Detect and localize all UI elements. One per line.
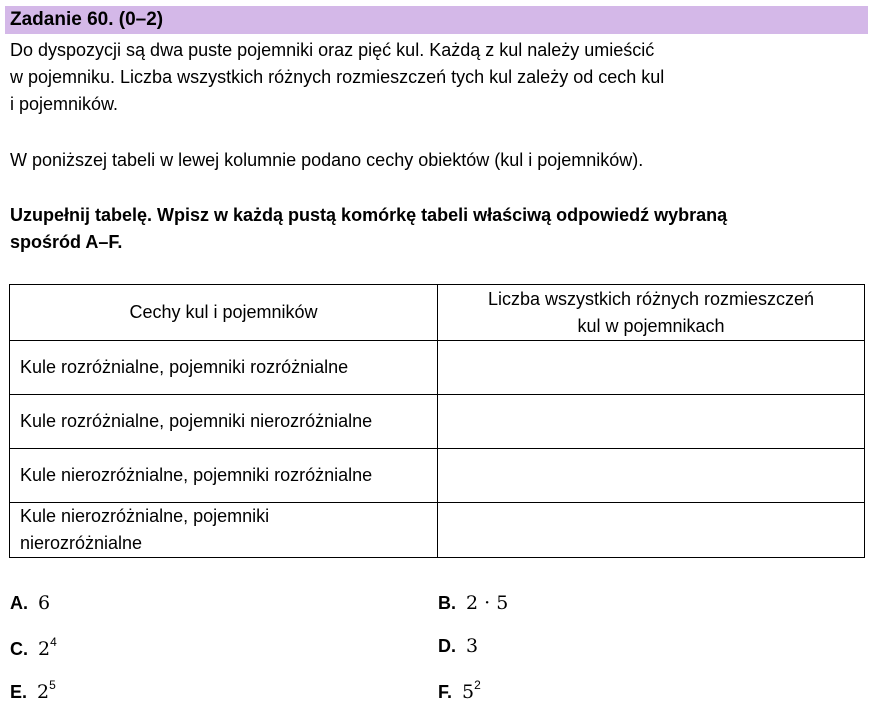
feature-cell: Kule rozróżnialne, pojemniki rozróżnialne	[10, 341, 438, 395]
option-label: F.	[438, 682, 453, 702]
option-value: 2 · 5	[466, 592, 509, 614]
option-label: D.	[438, 636, 456, 656]
feature-line: nierozróżnialne	[20, 533, 143, 553]
table-row	[10, 395, 865, 449]
option-c	[10, 635, 57, 660]
table-row	[10, 503, 865, 558]
option-exponent: 2	[474, 678, 481, 692]
option-value: 3	[466, 635, 479, 657]
answer-cell[interactable]	[438, 395, 865, 449]
table-row	[10, 449, 865, 503]
answer-cell[interactable]	[438, 503, 865, 558]
option-value: 2	[38, 638, 51, 660]
option-f	[438, 678, 481, 703]
option-label: E.	[10, 682, 28, 702]
option-b	[438, 592, 508, 614]
option-value: 2	[37, 681, 50, 703]
intro-line: w pojemniku. Liczba wszystkich różnych rozmieszczeń tych kul zależy od cech kul	[10, 67, 665, 87]
task-header	[5, 6, 868, 34]
header-count-line: Liczba wszystkich różnych rozmieszczeń	[487, 288, 815, 309]
header-count-line: kul w pojemnikach	[577, 315, 725, 336]
feature-cell	[10, 503, 438, 558]
feature-cell: Kule rozróżnialne, pojemniki nierozróżnialne	[10, 395, 438, 449]
answer-input[interactable]	[448, 502, 858, 558]
answer-cell[interactable]	[438, 341, 865, 395]
answer-table	[9, 284, 865, 558]
option-label: B.	[438, 593, 456, 613]
intro-paragraph	[10, 37, 870, 118]
answer-input[interactable]	[448, 448, 858, 503]
header-count	[438, 285, 865, 341]
intro-line: i pojemników.	[10, 94, 119, 114]
feature-cell: Kule nierozróżnialne, pojemniki rozróżnialne	[10, 449, 438, 503]
task-title: Zadanie 60. (0–2)	[10, 9, 164, 30]
header-features: Cechy kul i pojemników	[10, 285, 438, 341]
instruction-line: Uzupełnij tabelę. Wpisz w każdą pustą komórkę tabeli właściwą odpowiedź wybraną	[10, 205, 728, 225]
option-a	[10, 592, 50, 614]
option-value: 5	[462, 681, 475, 703]
option-e	[10, 678, 56, 703]
option-d	[438, 635, 478, 657]
table-row	[10, 341, 865, 395]
table-note: W poniższej tabeli w lewej kolumnie podano cechy obiektów (kul i pojemników).	[10, 150, 644, 170]
option-exponent: 4	[50, 635, 57, 649]
instruction-line: spośród A–F.	[10, 232, 123, 252]
answer-cell[interactable]	[438, 449, 865, 503]
intro-line: Do dyspozycji są dwa puste pojemniki oraz pięć kul. Każdą z kul należy umieścić	[10, 40, 655, 60]
answer-input[interactable]	[448, 394, 858, 449]
feature-line: Kule nierozróżnialne, pojemniki	[20, 506, 270, 526]
option-label: C.	[10, 639, 28, 659]
option-value: 6	[38, 592, 51, 614]
option-label: A.	[10, 593, 28, 613]
answer-input[interactable]	[448, 340, 858, 395]
option-exponent: 5	[49, 678, 56, 692]
instruction	[10, 202, 870, 256]
table-header-row	[10, 285, 865, 341]
